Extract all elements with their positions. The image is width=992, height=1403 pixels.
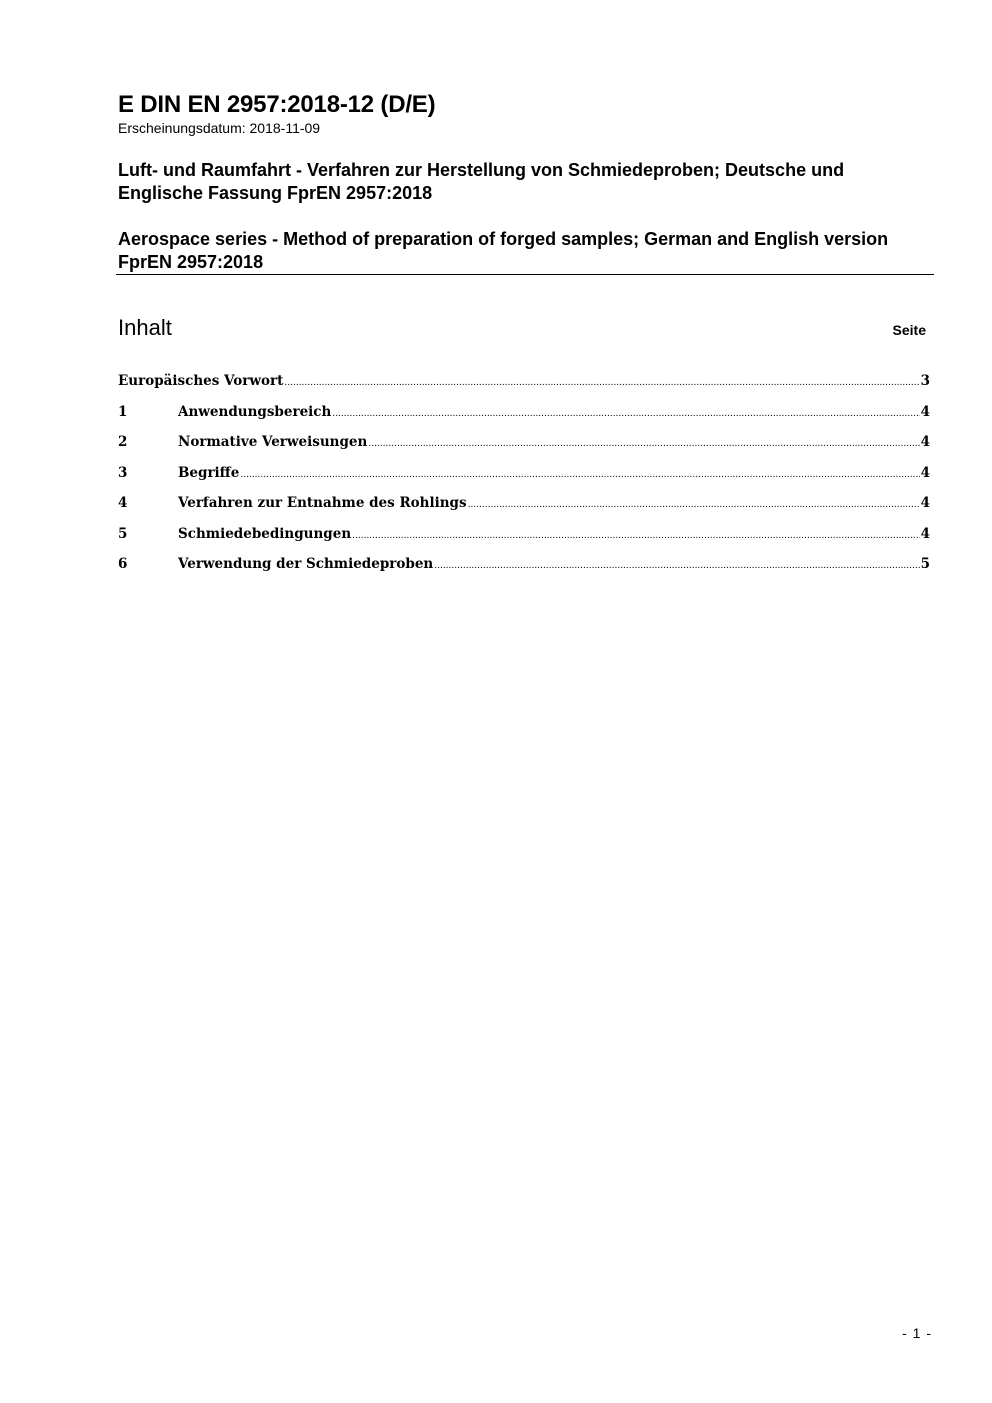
- toc-entry-terms[interactable]: [118, 461, 930, 492]
- toc-entry-page: 4: [920, 403, 930, 420]
- document-id: E DIN EN 2957:2018-12 (D/E): [118, 91, 436, 118]
- toc-entry-scope[interactable]: [118, 400, 930, 431]
- toc-entry-number: 5: [118, 525, 128, 542]
- toc-entry-label: Europäisches Vorwort: [118, 373, 284, 389]
- toc-entry-label: Begriffe: [178, 464, 240, 481]
- document-header: [118, 90, 933, 274]
- toc-entry-page: 5: [920, 556, 930, 572]
- toc-entry-label: Verwendung der Schmiedeproben: [178, 556, 434, 572]
- title-german: Luft- und Raumfahrt - Verfahren zur Herstellung von Schmiedeproben; Deutsche und Englische Fassung FprEN 2957:2018: [118, 160, 845, 203]
- toc-entry-use-of-samples[interactable]: [118, 552, 930, 583]
- toc-entry-label: Verfahren zur Entnahme des Rohlings: [178, 495, 467, 511]
- toc-entry-number: 3: [118, 464, 128, 481]
- toc-leader-dots: [284, 371, 919, 395]
- publication-date: Erscheinungsdatum: 2018-11-09: [118, 120, 321, 136]
- toc-entry-page: 4: [920, 434, 930, 450]
- toc-entry-forging-conditions[interactable]: [118, 522, 930, 553]
- toc-entry-page: 3: [920, 373, 930, 389]
- toc-leader-dots: [352, 524, 919, 548]
- toc-entry-foreword[interactable]: [118, 369, 930, 400]
- toc-entry-number: 2: [118, 434, 128, 450]
- toc-entry-normative-references[interactable]: [118, 430, 930, 461]
- toc-leader-dots: [434, 554, 919, 578]
- toc-leader-dots: [240, 463, 919, 487]
- toc-entry-number: 4: [118, 495, 128, 511]
- toc-title: Inhalt: [118, 315, 172, 340]
- toc-entry-label: Normative Verweisungen: [178, 434, 368, 450]
- toc-entry-page: 4: [920, 464, 930, 481]
- title-english: Aerospace series - Method of preparation of forged samples; German and English version FprEN 2957:2018: [118, 229, 889, 272]
- toc-entry-sampling-procedure[interactable]: [118, 491, 930, 522]
- toc-entry-page: 4: [920, 525, 930, 542]
- header-divider: [116, 274, 934, 275]
- toc-entry-label: Schmiedebedingungen: [178, 525, 352, 542]
- toc-page-column-label: Seite: [892, 322, 926, 338]
- toc-heading: [118, 314, 926, 342]
- page-number: - 1 -: [902, 1325, 932, 1341]
- toc-leader-dots: [332, 402, 919, 426]
- toc-entry-page: 4: [920, 495, 930, 511]
- table-of-contents: [118, 369, 930, 583]
- toc-entry-label: Anwendungsbereich: [178, 403, 332, 420]
- toc-entry-number: 1: [118, 403, 128, 420]
- toc-leader-dots: [368, 432, 919, 456]
- toc-leader-dots: [468, 493, 920, 517]
- toc-entry-number: 6: [118, 556, 128, 572]
